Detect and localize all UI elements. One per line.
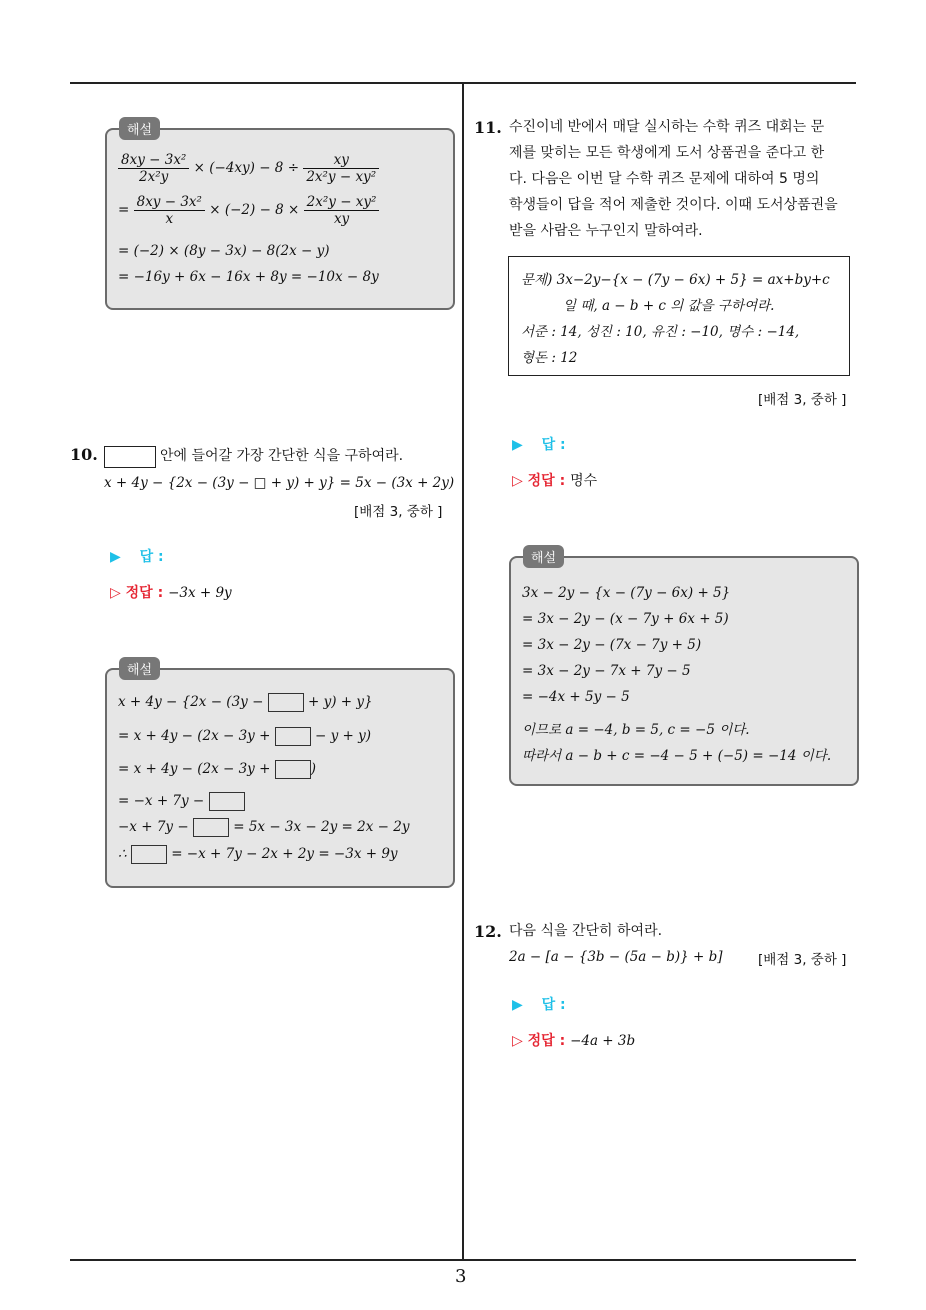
exp11-conclusion1: 이므로 a = −4, b = 5, c = −5 이다. xyxy=(522,722,750,738)
exp10-line6: ∴ = −x + 7y − 2x + 2y = −3x + 9y xyxy=(118,846,398,862)
q10-answer: −3x + 9y xyxy=(168,585,232,601)
q10-text: 안에 들어갈 가장 간단한 식을 구하여라. xyxy=(160,448,404,464)
exp9-line2: = $\frac{\text{8xy − 3x²}}{x}$ × (−2) − 8 × $\frac{\text{2x²y − xy²}}{xy}$ xyxy=(118,194,379,227)
exp11-conclusion2: 따라서 a − b + c = −4 − 5 + (−5) = −14 이다. xyxy=(522,748,832,764)
q10-points: [배점 3, 중하 ] xyxy=(354,504,443,520)
column-divider xyxy=(462,82,464,1260)
exp11-line1: 3x − 2y − {x − (7y − 6x) + 5} xyxy=(522,585,731,601)
exp9-line1: $\frac{\text{8xy − 3x²}}{\text{2x²y}}$ × (−4xy) − 8 ÷ $\frac{xy}{\text{2x²y − xy²}}$ xyxy=(118,152,379,185)
exp10-line1: x + 4y − {2x − (3y − + y) + y} xyxy=(118,694,373,710)
triangle-outline-icon: ▷ xyxy=(512,1033,523,1049)
q11-points: [배점 3, 중하 ] xyxy=(758,392,847,408)
exp10-line5: −x + 7y − = 5x − 3x − 2y = 2x − 2y xyxy=(118,819,410,835)
exp10-line3: = x + 4y − (2x − 3y + ) xyxy=(118,761,316,777)
q10-blank-box xyxy=(104,446,156,468)
exp9-line4: = −16y + 6x − 16x + 8y = −10x − 8y xyxy=(118,269,379,285)
explanation-tab: 해설 xyxy=(119,117,160,140)
q12-answer-row xyxy=(512,994,566,1014)
q11-answer-row xyxy=(512,434,566,454)
play-icon: ▶ xyxy=(512,997,523,1013)
q11-problem-line1: 문제) 3x−2y−{x − (7y − 6x) + 5} = ax+by+c xyxy=(521,272,830,288)
exp11-line4: = 3x − 2y − 7x + 7y − 5 xyxy=(522,663,691,679)
triangle-outline-icon: ▷ xyxy=(512,473,523,489)
page-number: 3 xyxy=(455,1266,467,1287)
q11-number: 11. xyxy=(474,118,502,137)
q11-problem-line4: 형돈 : 12 xyxy=(521,350,578,366)
q11-problem-line2: 일 때, a − b + c 의 값을 구하여라. xyxy=(563,298,775,314)
blank-box xyxy=(268,693,304,712)
q10-answer-row xyxy=(110,546,164,566)
play-icon: ▶ xyxy=(110,549,121,565)
exp10-line2: = x + 4y − (2x − 3y + − y + y) xyxy=(118,728,372,744)
blank-box xyxy=(275,760,311,779)
play-icon: ▶ xyxy=(512,437,523,453)
blank-box xyxy=(275,727,311,746)
q12-answer: −4a + 3b xyxy=(570,1033,636,1049)
q11-problem-line3: 서준 : 14, 성진 : 10, 유진 : −10, 명수 : −14, xyxy=(521,324,800,340)
blank-box xyxy=(131,845,167,864)
q12-correct-row xyxy=(512,1030,635,1050)
q10-number: 10. xyxy=(70,445,98,464)
q10-equation: x + 4y − {2x − (3y − □ + y) + y} = 5x − (3x + 2y) xyxy=(104,475,455,491)
footer-rule xyxy=(70,1259,856,1261)
q12-text: 다음 식을 간단히 하여라. xyxy=(509,923,663,939)
answer-label: 답 : xyxy=(541,437,566,453)
explanation-tab: 해설 xyxy=(119,657,160,680)
blank-box xyxy=(193,818,229,837)
correct-label: 정답 : xyxy=(527,473,566,489)
q10-correct-row xyxy=(110,582,232,602)
q11-text: 수진이네 반에서 매달 실시하는 수학 퀴즈 대회는 문 제를 맞히는 모든 학생에게 도서 상품권을 준다고 한 다. 다음은 이번 달 수학 퀴즈 문제에 대하여 5 명의 학생들이 답을 적어 제출한 것이다. 이때 도서상품권을 받을 사람은 누구인지 말하여라. xyxy=(509,119,838,239)
q12-number: 12. xyxy=(474,922,502,941)
blank-box xyxy=(209,792,245,811)
answer-label: 답 : xyxy=(139,549,164,565)
q11-correct-row xyxy=(512,470,597,490)
exp10-line4: = −x + 7y − xyxy=(118,792,245,811)
explanation-tab: 해설 xyxy=(523,545,564,568)
q12-equation: 2a − [a − {3b − (5a − b)} + b] xyxy=(509,949,723,965)
exp11-line5: = −4x + 5y − 5 xyxy=(522,689,630,705)
exp11-line2: = 3x − 2y − (x − 7y + 6x + 5) xyxy=(522,611,729,627)
answer-label: 답 : xyxy=(541,997,566,1013)
correct-label: 정답 : xyxy=(125,585,164,601)
exp11-line3: = 3x − 2y − (7x − 7y + 5) xyxy=(522,637,702,653)
q12-points: [배점 3, 중하 ] xyxy=(758,952,847,968)
exp9-line3: = (−2) × (8y − 3x) − 8(2x − y) xyxy=(118,243,330,259)
q11-answer: 명수 xyxy=(570,473,598,489)
triangle-outline-icon: ▷ xyxy=(110,585,121,601)
correct-label: 정답 : xyxy=(527,1033,566,1049)
